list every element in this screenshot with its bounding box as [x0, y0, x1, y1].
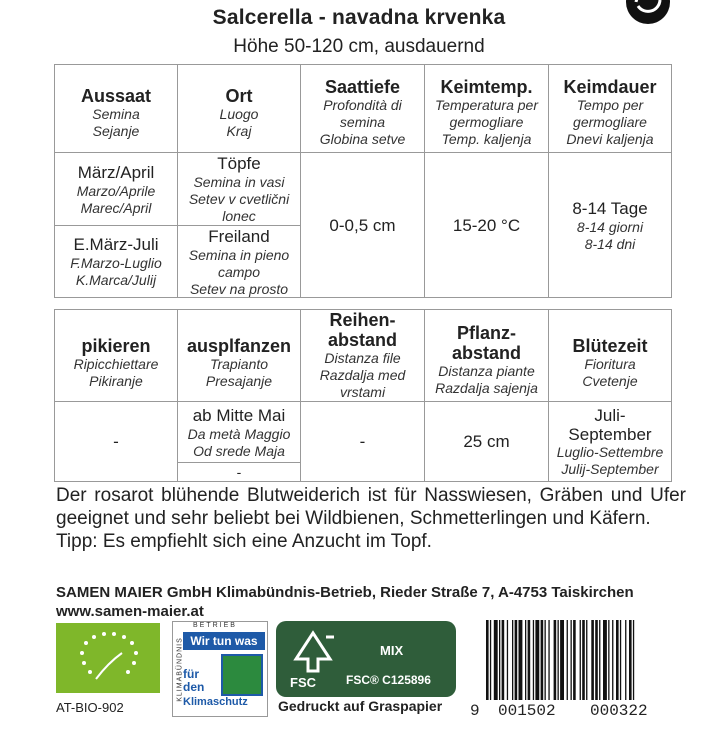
header-pflanzabstand [425, 310, 549, 402]
header-ort [178, 65, 301, 153]
barcode-digit-group-2: 000322 [590, 702, 648, 720]
aussaat-it: Marzo/Aprile [76, 182, 156, 199]
description-tip: Tipp: Es empfiehlt sich eine Anzucht im Topf. [56, 531, 432, 552]
header-sl: Dnevi kaljenja [566, 131, 654, 147]
sowing-table [54, 64, 672, 298]
header-it: Semina [92, 105, 140, 122]
header-sl: Temp. kaljenja [441, 131, 532, 147]
header-main: Blütezeit [572, 335, 648, 356]
auspflanzen-sl: Od srede Maja [193, 442, 285, 459]
pikieren-cell [55, 402, 178, 482]
saattiefe-value: 0-0,5 cm [329, 215, 396, 235]
header-main: ausplfanzen [186, 335, 292, 356]
header-keimtemp [425, 65, 549, 153]
header-main: Ort [225, 85, 253, 106]
ort-sl: Setev v cvetlični lonec [188, 191, 290, 224]
klima-side-label: KLIMABÜNDNIS [176, 637, 184, 702]
fsc-logo [276, 621, 456, 697]
header-bluetezeit [549, 310, 672, 402]
klima-line3: den [183, 680, 205, 694]
header-it: Ripicchiettare [73, 355, 159, 372]
header-sl: Kraj [226, 122, 252, 139]
auspflanzen-main: ab Mitte Mai [192, 405, 286, 425]
auspflanzen-it: Da metà Maggio [187, 425, 291, 442]
aussaat-main: März/April [77, 162, 155, 182]
pflanzabstand-value: 25 cm [463, 432, 510, 451]
klima-line1: Wir tun was [183, 632, 265, 650]
aussaat-it: F.Marzo-Luglio [70, 255, 162, 271]
header-auspflanzen [178, 310, 301, 402]
description [56, 484, 686, 553]
header-sl: Pikiranje [89, 372, 143, 389]
bluetezeit-main: Juli- [594, 405, 626, 425]
header-it: Fioritura [584, 355, 636, 372]
fsc-tree-icon [286, 629, 340, 675]
header-it: Trapianto [209, 355, 269, 372]
bluetezeit-sl: Julij-September [561, 460, 659, 477]
header-sl: Razdalja med vrstami [319, 367, 406, 400]
header-it: Tempo per germogliare [573, 97, 647, 130]
header-sl: Razdalja sajenja [435, 379, 538, 396]
pikieren-value: - [113, 432, 119, 451]
page-title: Salcerella - navadna krvenka [212, 6, 506, 29]
keimdauer-sl: 8-14 dni [584, 235, 636, 252]
header-it: Profondità di semina [323, 97, 402, 130]
header-main-2: abstand [451, 342, 521, 363]
keimdauer-it: 8-14 giorni [576, 218, 644, 235]
ort-it: Semina in vasi [193, 174, 285, 190]
ort-sl: Setev na prosto [189, 281, 289, 297]
header-pikieren [55, 310, 178, 402]
header-it: Distanza file [324, 350, 401, 366]
header-main: pikieren [81, 335, 151, 356]
planting-table [54, 309, 672, 482]
fsc-label: FSC [290, 675, 316, 690]
keimdauer-cell [549, 153, 672, 298]
eu-leaf-icon [56, 623, 160, 693]
header-aussaat [55, 65, 178, 153]
ort-main: Freiland [208, 227, 270, 246]
ort-main: Töpfe [217, 154, 261, 173]
aussaat-sl: K.Marca/Julij [75, 272, 157, 288]
auspflanzen-cell [178, 402, 301, 482]
bluetezeit-main-2: September [568, 424, 652, 444]
keimtemp-value: 15-20 °C [452, 215, 521, 235]
description-text: Der rosarot blühende Blutweiderich ist für Nasswiesen, Gräben und Ufer geeignet und sehr beliebt bei Wildbienen, Schmetterlingen und Käfern. [56, 485, 686, 529]
header-main: Keimtemp. [440, 77, 533, 97]
header-saattiefe [301, 65, 425, 153]
aussaat-sl: Marec/April [80, 199, 152, 216]
company-address: SAMEN MAIER GmbH Klimabündnis-Betrieb, Rieder Straße 7, A-4753 Taiskirchen [56, 584, 634, 601]
header-it: Distanza piante [438, 362, 535, 379]
reihenabstand-cell [301, 402, 425, 482]
company-website: www.samen-maier.at [56, 603, 204, 620]
header-main-2: abstand [327, 330, 397, 350]
klima-globe-icon [221, 654, 263, 696]
ort-cell-1 [178, 153, 300, 225]
header-main: Keimdauer [563, 77, 657, 97]
header-sl: Globina setve [319, 131, 406, 147]
klimabuendnis-logo [172, 621, 268, 717]
header-it: Temperatura per germogliare [435, 97, 538, 130]
bluetezeit-it: Luglio-Settembre [556, 443, 664, 460]
header-sl: Presajanje [205, 372, 273, 389]
header-main: Reihen- [329, 310, 396, 330]
barcode-digit-1: 9 [470, 702, 480, 720]
barcode-digit-group-1: 001502 [498, 702, 556, 720]
ort-it: Semina in pieno campo [188, 247, 290, 280]
header-it: Luogo [219, 105, 259, 122]
klima-line4: Klimaschutz [183, 696, 248, 708]
fsc-code: FSC® C125896 [346, 673, 431, 687]
page-subtitle: Höhe 50-120 cm, ausdauernd [233, 36, 485, 57]
header-main: Saattiefe [324, 77, 401, 97]
fsc-mix: MIX [380, 643, 404, 658]
klima-line2: für [183, 667, 199, 681]
bio-code: AT-BIO-902 [56, 700, 124, 715]
aussaat-main: E.März-Juli [73, 235, 159, 254]
company-info [56, 583, 696, 621]
header-keimdauer [549, 65, 672, 153]
header-reihenabstand [301, 310, 425, 402]
fsc-caption: Gedruckt auf Graspapier [278, 698, 443, 714]
eu-organic-logo [56, 623, 160, 693]
header-main: Pflanz- [456, 322, 516, 343]
saattiefe-cell [301, 153, 425, 298]
ort-cell-2 [178, 225, 300, 297]
header-sl: Sejanje [92, 122, 140, 139]
header-main: Aussaat [80, 85, 152, 106]
bluetezeit-cell [549, 402, 672, 482]
aussaat-cell-2 [55, 225, 177, 297]
keimtemp-cell [425, 153, 549, 298]
reihenabstand-value: - [359, 432, 366, 451]
aussaat-cell-1 [55, 153, 177, 225]
header-sl: Cvetenje [582, 372, 638, 389]
klima-top-label: BETRIEB [193, 622, 237, 629]
keimdauer-main: 8-14 Tage [572, 198, 648, 218]
pflanzabstand-cell [425, 402, 549, 482]
auspflanzen-extra: - [178, 462, 300, 481]
recycle-icon [624, 0, 672, 28]
